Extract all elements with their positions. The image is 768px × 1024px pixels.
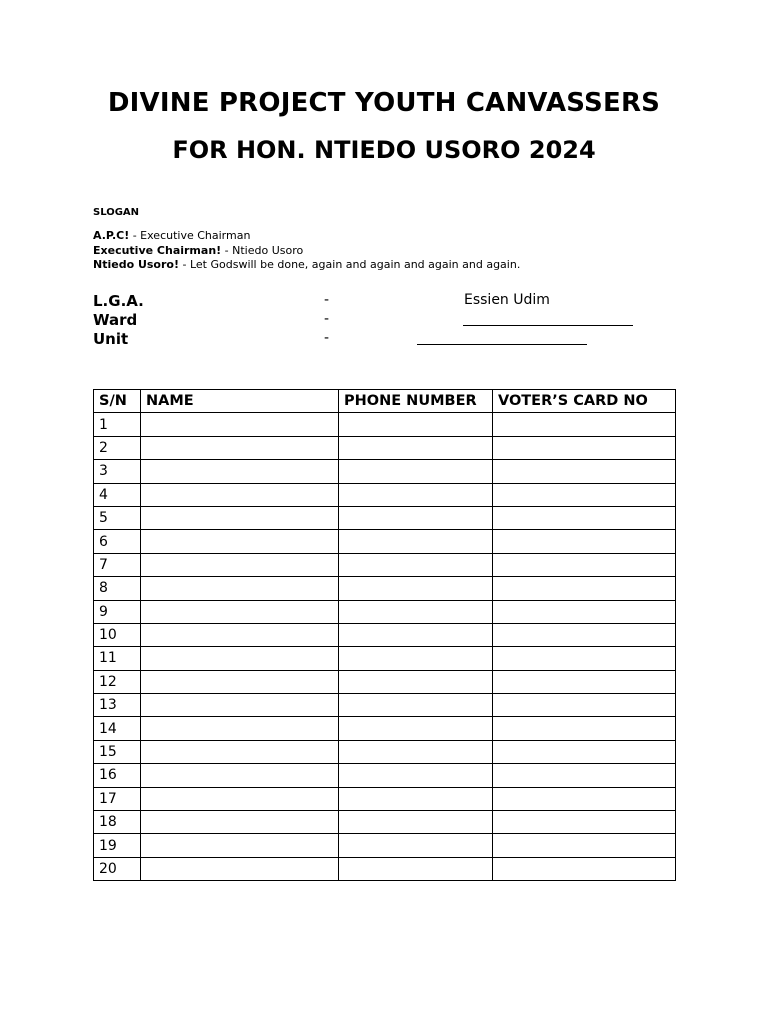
serial-number-cell: 13 (94, 694, 141, 717)
name-cell[interactable] (141, 530, 339, 553)
serial-number-cell: 5 (94, 506, 141, 529)
name-cell[interactable] (141, 647, 339, 670)
phone-number-cell[interactable] (339, 483, 493, 506)
voter-card-cell[interactable] (493, 413, 676, 436)
lga-row (93, 292, 693, 311)
serial-number-cell: 8 (94, 577, 141, 600)
table-row (94, 623, 676, 646)
name-cell[interactable] (141, 740, 339, 763)
document-subtitle: FOR HON. NTIEDO USORO 2024 (172, 136, 596, 164)
voter-card-cell[interactable] (493, 553, 676, 576)
ward-dash: - (324, 311, 330, 327)
phone-number-cell[interactable] (339, 787, 493, 810)
table-row (94, 717, 676, 740)
serial-number-cell: 12 (94, 670, 141, 693)
table-row (94, 694, 676, 717)
unit-row (93, 330, 693, 349)
voter-card-cell[interactable] (493, 506, 676, 529)
voter-card-cell[interactable] (493, 577, 676, 600)
phone-number-cell[interactable] (339, 717, 493, 740)
slogan-call: A.P.C! (93, 229, 130, 242)
name-cell[interactable] (141, 506, 339, 529)
table-row (94, 857, 676, 880)
phone-number-cell[interactable] (339, 577, 493, 600)
name-cell[interactable] (141, 857, 339, 880)
serial-number-cell: 19 (94, 834, 141, 857)
name-cell[interactable] (141, 436, 339, 459)
phone-number-cell[interactable] (339, 740, 493, 763)
serial-number-cell: 18 (94, 811, 141, 834)
document-title: DIVINE PROJECT YOUTH CANVASSERS (107, 88, 661, 118)
slogan-response: - Executive Chairman (129, 229, 251, 242)
voter-card-cell[interactable] (493, 647, 676, 670)
voter-card-cell[interactable] (493, 670, 676, 693)
name-cell[interactable] (141, 413, 339, 436)
slogan-call: Executive Chairman! (93, 243, 222, 257)
phone-number-cell[interactable] (339, 670, 493, 693)
ward-blank-line[interactable] (463, 325, 633, 326)
serial-number-cell: 10 (94, 623, 141, 646)
voter-card-cell[interactable] (493, 483, 676, 506)
voter-card-cell[interactable] (493, 600, 676, 623)
column-header-sn: S/N (94, 390, 141, 413)
name-cell[interactable] (141, 600, 339, 623)
voter-card-cell[interactable] (493, 811, 676, 834)
table-row (94, 740, 676, 763)
serial-number-cell: 16 (94, 764, 141, 787)
name-cell[interactable] (141, 811, 339, 834)
voter-card-cell[interactable] (493, 740, 676, 763)
phone-number-cell[interactable] (339, 436, 493, 459)
voter-card-cell[interactable] (493, 694, 676, 717)
voter-card-cell[interactable] (493, 530, 676, 553)
serial-number-cell: 7 (94, 553, 141, 576)
serial-number-cell: 15 (94, 740, 141, 763)
table-row (94, 834, 676, 857)
ward-label: Ward (93, 311, 138, 329)
location-info (93, 292, 693, 349)
name-cell[interactable] (141, 717, 339, 740)
slogan-response: - Let Godswill be done, again and again and again and again. (179, 258, 521, 271)
table-row (94, 483, 676, 506)
table-row (94, 811, 676, 834)
phone-number-cell[interactable] (339, 811, 493, 834)
phone-number-cell[interactable] (339, 530, 493, 553)
name-cell[interactable] (141, 764, 339, 787)
name-cell[interactable] (141, 623, 339, 646)
column-header-phone: PHONE NUMBER (339, 390, 493, 413)
slogan-call: Ntiedo Usoro! (93, 258, 179, 271)
voter-card-cell[interactable] (493, 623, 676, 646)
table-row (94, 506, 676, 529)
phone-number-cell[interactable] (339, 647, 493, 670)
lga-dash: - (324, 292, 330, 308)
serial-number-cell: 4 (94, 483, 141, 506)
name-cell[interactable] (141, 787, 339, 810)
unit-dash: - (324, 330, 330, 346)
table-row (94, 764, 676, 787)
table-row (94, 530, 676, 553)
slogan-heading: SLOGAN (93, 207, 140, 218)
name-cell[interactable] (141, 483, 339, 506)
phone-number-cell[interactable] (339, 600, 493, 623)
name-cell[interactable] (141, 460, 339, 483)
voter-card-cell[interactable] (493, 436, 676, 459)
phone-number-cell[interactable] (339, 694, 493, 717)
name-cell[interactable] (141, 577, 339, 600)
phone-number-cell[interactable] (339, 623, 493, 646)
serial-number-cell: 2 (94, 436, 141, 459)
serial-number-cell: 17 (94, 787, 141, 810)
name-cell[interactable] (141, 834, 339, 857)
slogan-line (93, 244, 520, 259)
table-row (94, 670, 676, 693)
voter-card-cell[interactable] (493, 717, 676, 740)
column-header-voter-card: VOTER’S CARD NO (493, 390, 676, 413)
voter-card-cell[interactable] (493, 787, 676, 810)
unit-blank-line[interactable] (417, 344, 587, 345)
table-row (94, 436, 676, 459)
voter-card-cell[interactable] (493, 764, 676, 787)
table-row (94, 413, 676, 436)
name-cell[interactable] (141, 670, 339, 693)
lga-label: L.G.A. (93, 292, 144, 310)
table-header-row (94, 390, 676, 413)
phone-number-cell[interactable] (339, 413, 493, 436)
column-header-name: NAME (141, 390, 339, 413)
table-row (94, 460, 676, 483)
canvasser-table (93, 389, 676, 881)
voter-card-cell[interactable] (493, 834, 676, 857)
serial-number-cell: 20 (94, 857, 141, 880)
slogan-line (93, 229, 520, 244)
phone-number-cell[interactable] (339, 506, 493, 529)
slogan-response: - Ntiedo Usoro (221, 243, 304, 257)
phone-number-cell[interactable] (339, 834, 493, 857)
voter-card-cell[interactable] (493, 857, 676, 880)
table-row (94, 600, 676, 623)
slogan-block (93, 229, 520, 273)
phone-number-cell[interactable] (339, 764, 493, 787)
unit-label: Unit (93, 330, 129, 348)
serial-number-cell: 6 (94, 530, 141, 553)
slogan-line (93, 258, 520, 273)
voter-card-cell[interactable] (493, 460, 676, 483)
lga-value: Essien Udim (464, 292, 550, 308)
serial-number-cell: 1 (94, 413, 141, 436)
phone-number-cell[interactable] (339, 460, 493, 483)
name-cell[interactable] (141, 553, 339, 576)
table-row (94, 787, 676, 810)
serial-number-cell: 14 (94, 717, 141, 740)
serial-number-cell: 3 (94, 460, 141, 483)
serial-number-cell: 9 (94, 600, 141, 623)
phone-number-cell[interactable] (339, 553, 493, 576)
phone-number-cell[interactable] (339, 857, 493, 880)
table-row (94, 577, 676, 600)
name-cell[interactable] (141, 694, 339, 717)
ward-row (93, 311, 693, 330)
serial-number-cell: 11 (94, 647, 141, 670)
table-row (94, 647, 676, 670)
table-row (94, 553, 676, 576)
table-body (94, 413, 676, 881)
